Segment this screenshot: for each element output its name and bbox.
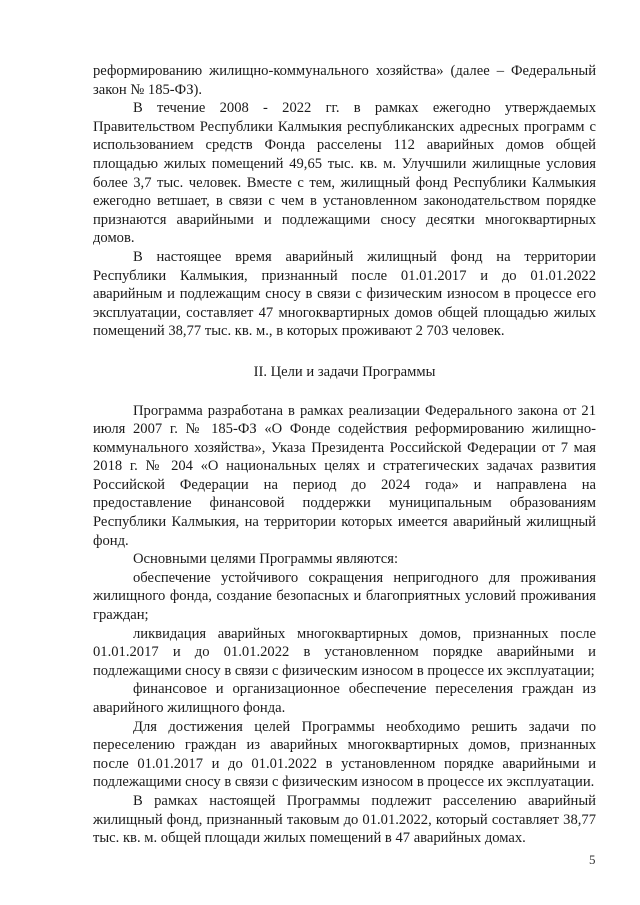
paragraph-current-fund: В настоящее время аварийный жилищный фонд на территории Республики Калмыкия, признанный после 01.01.2017 и до 01.01.2022 аварийным и подлежащим сносу в связи с физическим износом в процессе его эксплуатации, составляет 47 многоквартирных домов общей площадью жилых помещений 38,77 тыс. кв. м., в которых проживают 2 703 человек. — [93, 248, 596, 340]
section-heading: II. Цели и задачи Программы — [253, 363, 436, 380]
paragraph-tasks: Для достижения целей Программы необходимо решить задачи по переселению граждан из аварийных многоквартирных домов, признанных после 01.01.2017 и до 01.01.2022 в установленном порядке аварийными и подлежащими сносу в связи с физическим износом в процессе их эксплуатации. — [93, 718, 596, 791]
paragraph-goal-2: ликвидация аварийных многоквартирных домов, признанных после 01.01.2017 и до 01.01.2022 в установленном порядке аварийными и подлежащими сносу в связи с физическим износом в процессе их эксплуатации; — [93, 625, 596, 679]
paragraph-goals-intro: Основными целями Программы являются: — [133, 551, 399, 568]
document-body — [93, 62, 596, 848]
paragraph-program-basis: Программа разработана в рамках реализации Федерального закона от 21 июля 2007 г. № 185-ФЗ «О Фонде содействия реформированию жилищно-коммунального хозяйства», Указа Президента Российской Федерации от 7 мая 2018 г. № 204 «О национальных целях и стратегических задачах развития Российской Федерации на период до 2024 года» и направлена на предоставление финансовой поддержки муниципальным образованиям Республики Калмыкия, на территории которых имеется аварийный жилищный фонд. — [93, 402, 596, 549]
paragraph-continuation: реформированию жилищно-коммунального хозяйства» (далее – Федеральный закон № 185-ФЗ). — [93, 63, 596, 98]
paragraph-goal-1: обеспечение устойчивого сокращения непригодного для проживания жилищного фонда, создание безопасных и благоприятных условий проживания граждан; — [93, 569, 596, 624]
paragraph-goal-3: финансовое и организационное обеспечение переселения граждан из аварийного жилищного фонда. — [93, 681, 596, 716]
page-number: 5 — [589, 852, 596, 867]
paragraph-scope: В рамках настоящей Программы подлежит расселению аварийный жилищный фонд, признанный таковым до 01.01.2022, который составляет 38,77 тыс. кв. м. общей площади жилых помещений в 47 аварийных домах. — [93, 792, 596, 847]
paragraph-history: В течение 2008 - 2022 гг. в рамках ежегодно утверждаемых Правительством Республики Калмыкия республиканских адресных программ с использованием средств Фонда расселены 112 аварийных домов общей площадью жилых помещений 49,65 тыс. кв. м. Улучшили жилищные условия более 3,7 тыс. человек. Вместе с тем, жилищный фонд Республики Калмыкия ежегодно ветшает, в связи с чем в установленном законодательством порядке признаются аварийными и подлежащими сносу десятки многоквартирных домов. — [93, 100, 596, 247]
